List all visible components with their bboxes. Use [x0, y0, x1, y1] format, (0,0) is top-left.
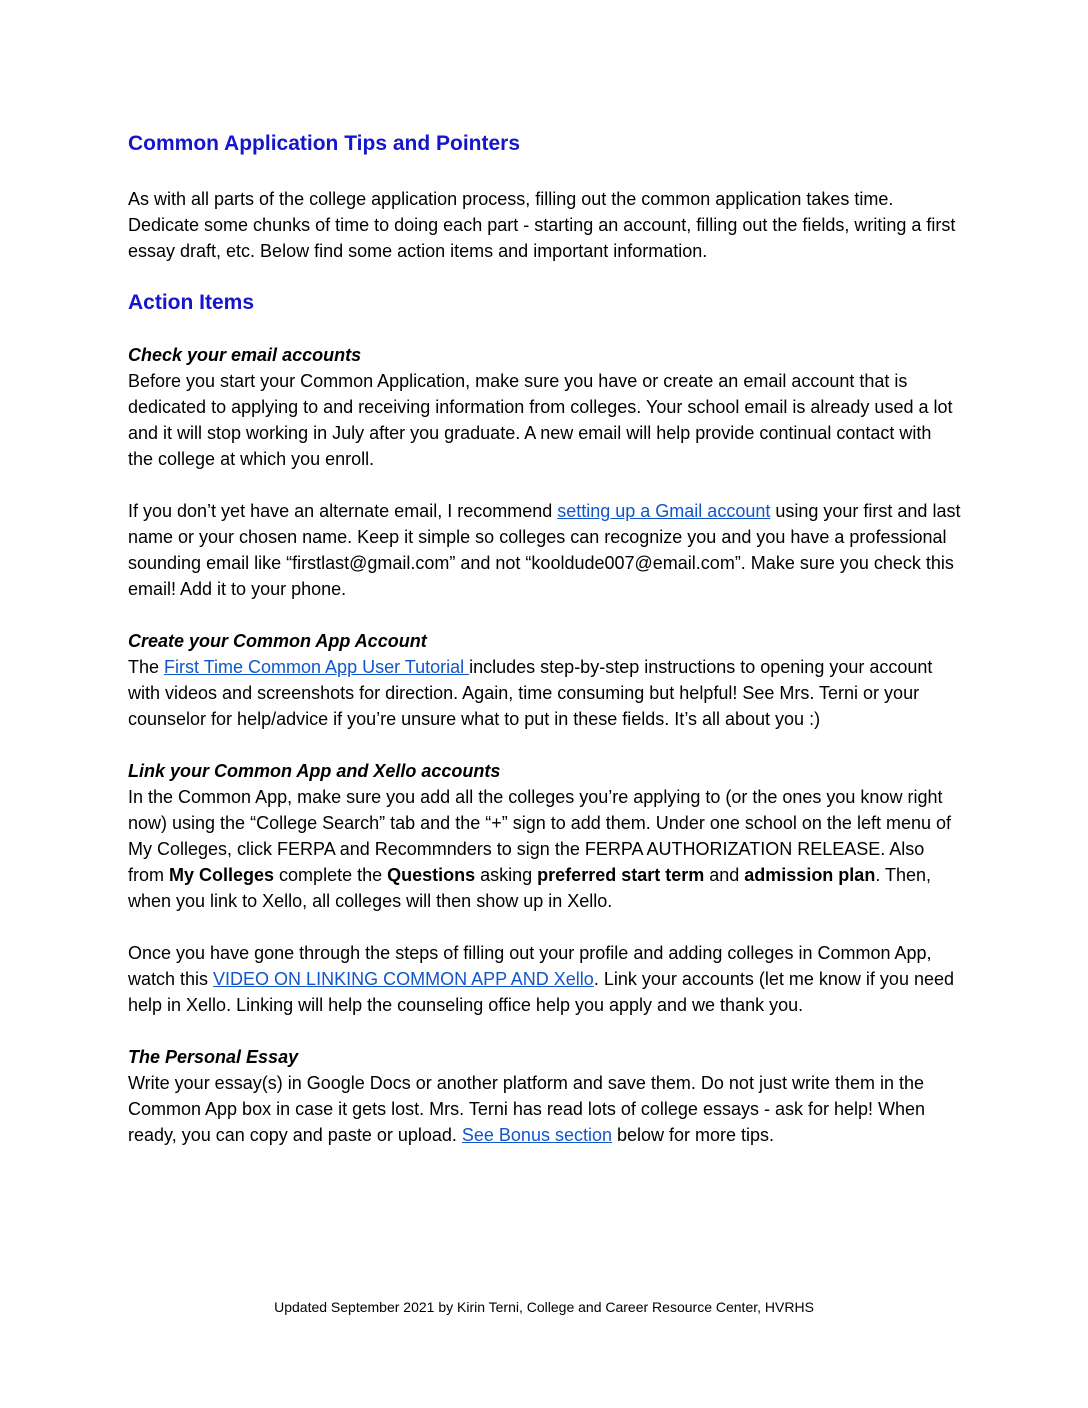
text-run: If you don’t yet have an alternate email, I recommend — [128, 501, 558, 521]
text-run: My Colleges — [169, 865, 275, 885]
text-run: In the Common App, make sure you add all the colleges you’re applying to (or the ones you know right now) using the “College Search” tab and the “+” sign to add them. Under one school on the left menu of My Colleges, click FERPA and Recommnders to sign the FERPA AUTHORIZATION RELEASE. Also from — [128, 787, 951, 885]
text-run: Write your essay(s) in Google Docs or another platform and save them. Do not just write them in the Common App box in case it gets lost. Mrs. Terni has read lots of college essays - ask for help! When ready, you can copy and paste or upload. — [128, 1073, 926, 1145]
text-run: Once you have gone through the steps of filling out your profile and adding colleges in Common App, watch this — [128, 943, 932, 989]
text-run: admission plan — [744, 865, 876, 885]
text-run: below for more tips. — [612, 1125, 775, 1145]
linking-video-paragraph — [128, 940, 961, 1018]
intro-paragraph — [128, 186, 961, 264]
subheading-personal-essay — [128, 1044, 961, 1070]
alternate-email-paragraph — [128, 498, 961, 602]
subheading-link-common-app-xello — [128, 758, 961, 784]
document-body — [128, 131, 961, 1174]
doc-title — [128, 131, 961, 157]
text-run: . Link your accounts (let me know if you need help in Xello. Linking will help the counseling office help you apply and we thank you. — [128, 969, 954, 1015]
linking-video-link[interactable]: VIDEO ON LINKING COMMON APP AND Xello — [213, 969, 594, 989]
check-email-paragraph — [128, 368, 961, 472]
text-run: As with all parts of the college application process, filling out the common application takes time. Dedicate some chunks of time to doing each part - starting an account, filling out the fields, writing a first essay draft, etc. Below find some action items and important information. — [128, 189, 956, 261]
gmail-account-link[interactable]: setting up a Gmail account — [557, 501, 771, 521]
link-accounts-paragraph — [128, 784, 961, 914]
first-time-tutorial-link[interactable]: First Time Common App User Tutorial — [164, 657, 470, 677]
text-run: includes step-by-step instructions to opening your account with videos and screenshots for direction. Again, time consuming but helpful! See Mrs. Terni or your counselor for help/advice if you’re unsure what to put in these fields. It’s all about you :) — [128, 657, 933, 729]
text-run: Check your email accounts — [128, 345, 362, 365]
section-heading-action-items — [128, 290, 961, 316]
text-run: Create your Common App Account — [128, 631, 427, 651]
text-run: The — [128, 657, 165, 677]
text-run: asking — [475, 865, 538, 885]
text-run: Action Items — [128, 291, 255, 314]
text-run: preferred start term — [537, 865, 705, 885]
subheading-create-common-app-account — [128, 628, 961, 654]
text-run: . Then, when you link to Xello, all colleges will then show up in Xello. — [128, 865, 932, 911]
bonus-section-link[interactable]: See Bonus section — [461, 1125, 612, 1145]
create-account-paragraph — [128, 654, 961, 732]
text-run: Link your Common App and Xello accounts — [128, 761, 501, 781]
page-footer: Updated September 2021 by Kirin Terni, College and Career Resource Center, HVRHS — [274, 1299, 814, 1315]
text-run: The Personal Essay — [128, 1047, 299, 1067]
text-run: Before you start your Common Application, make sure you have or create an email account that is dedicated to applying to and receiving information from colleges. Your school email is already used a lot and it will stop working in July after you graduate. A new email will help provide continual contact with the college at which you enroll. — [128, 371, 953, 469]
text-run: complete the — [274, 865, 388, 885]
subheading-check-email-accounts — [128, 342, 961, 368]
text-run: Questions — [387, 865, 476, 885]
text-run: and — [704, 865, 745, 885]
personal-essay-paragraph — [128, 1070, 961, 1148]
text-run: Common Application Tips and Pointers — [128, 132, 521, 155]
text-run: using your first and last name or your chosen name. Keep it simple so colleges can recognize you and you have a professional sounding email like “firstlast@gmail.com” and not “kooldude007@email.com”. Make sure you check this email! Add it to your phone. — [128, 501, 961, 599]
